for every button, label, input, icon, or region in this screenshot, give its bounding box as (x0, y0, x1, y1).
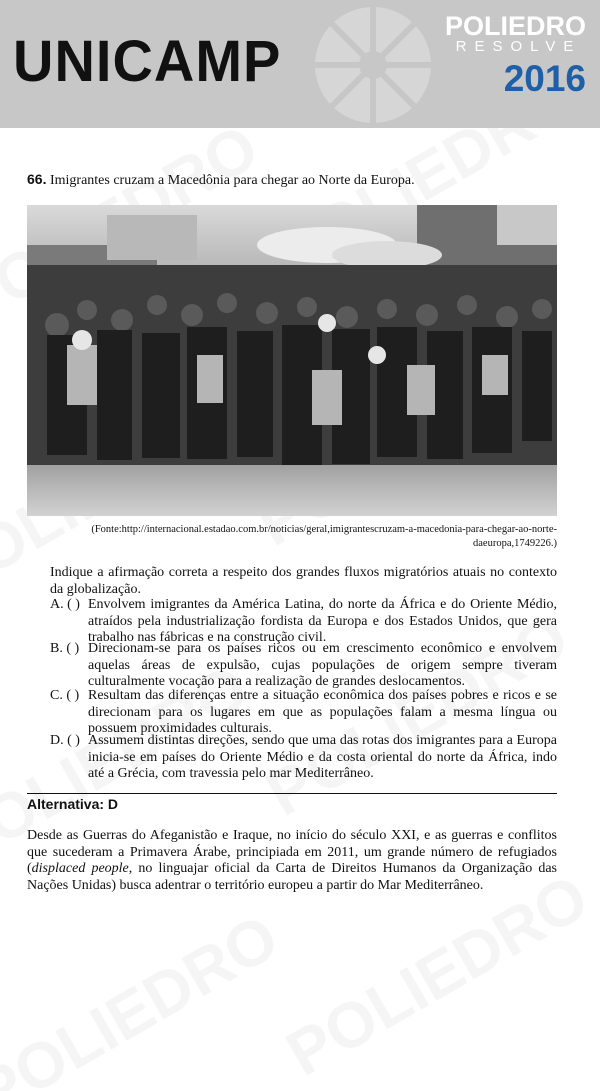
explanation-part2: , no linguajar oficial da Carta de Direitos Humanos da Organização das Nações Unidas) busca adentrar o território europeu a partir do Mar Mediterrâneo. (27, 861, 557, 893)
option-d[interactable] (50, 733, 557, 783)
option-letter[interactable]: A. ( ) (50, 597, 80, 612)
watermark-text (274, 859, 600, 1090)
option-text: Resultam das diferenças entre a situação econômica dos países pobres e ricos e se direcionam para os lugares em que as populações falam a mesma língua ou possuem proximidades culturais. (88, 688, 557, 736)
option-text: Assumem distintas direções, sendo que uma das rotas dos imigrantes para a Europa inicia-se em países do Oriente Médio e da costa oriental do norte da África, indo até a Grécia, com travessia pelo mar Mediterrâneo. (88, 733, 557, 781)
option-b[interactable] (50, 641, 557, 691)
crowd-photo-icon (27, 205, 557, 516)
answer-label: Alternativa: D (27, 796, 119, 812)
answer-explanation (27, 828, 557, 894)
option-letter[interactable]: B. ( ) (50, 641, 80, 656)
option-text: Direcionam-se para os países ricos ou em crescimento econômico e envolvem aquelas áreas de expulsão, cujas populações de origem sempre tiveram culturalmente vocação para a realização de grandes deslocamentos. (88, 641, 557, 689)
watermark-text (0, 899, 290, 1091)
header-banner (0, 0, 600, 128)
option-c[interactable] (50, 688, 557, 738)
explanation-part1: Desde as Guerras do Afeganistão e Iraque, no início do século XXI, e as guerras e conflitos que sucederam a Primavera Árabe, principiada em 2011, um grande número de refugiados ( (27, 828, 557, 876)
option-letter[interactable]: C. ( ) (50, 688, 80, 703)
explanation-italic: displaced people (31, 861, 129, 876)
option-a[interactable] (50, 597, 557, 647)
question-prompt: Indique a afirmação correta a respeito dos grandes fluxos migratórios atuais no contexto da globalização. (50, 565, 557, 597)
question-title: Imigrantes cruzam a Macedônia para chegar ao Norte da Europa. (49, 173, 415, 188)
option-letter[interactable]: D. ( ) (50, 733, 80, 748)
poliedro-emblem-icon (298, 4, 448, 126)
exam-year: 2016 (503, 58, 586, 99)
question-number: 66. (27, 171, 47, 187)
poliedro-logo (445, 13, 586, 55)
exam-brand-title: UNICAMP (13, 27, 282, 94)
question-heading (27, 170, 415, 190)
logo-subtitle: RESOLVE (455, 38, 582, 55)
option-text: Envolvem imigrantes da América Latina, do norte da África e do Oriente Médio, atraídos pela industrialização fordista da Europa e dos Estados Unidos, que gera trabalho nas fábricas e na construção civil. (88, 597, 557, 645)
answer-divider (27, 793, 557, 794)
photo-source: (Fonte:http://internacional.estadao.com.br/noticias/geral,imigrantescruzam-a-macedonia-para-chegar-ao-norte-daeuropa,1749226.) (91, 524, 557, 549)
refugee-crowd-photo (27, 205, 557, 516)
logo-name: POLIEDRO (444, 11, 586, 41)
